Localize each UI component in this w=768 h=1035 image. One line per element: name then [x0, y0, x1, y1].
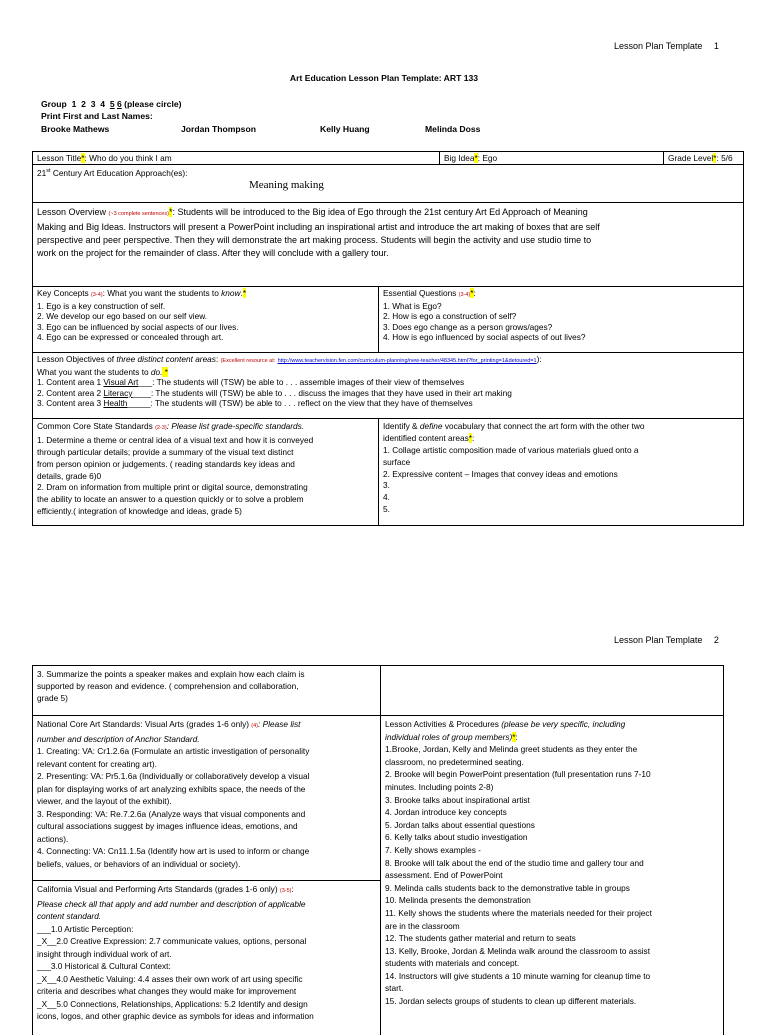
activity-line: 12. The students gather material and return to seats: [385, 932, 719, 945]
activity-line: minutes. Including points 2-8): [385, 781, 719, 794]
key-concepts-prompt-italic: know: [221, 288, 240, 298]
print-names-label: Print First and Last Names:: [41, 111, 153, 122]
key-concept-item: 4. Ego can be expressed or concealed through art.: [37, 332, 374, 342]
group-1: 1: [72, 99, 77, 109]
objective-text: _____: The students will (TSW) be able to . . . reflect on the view that they have of themselves: [127, 398, 472, 408]
essential-questions-cell: [379, 287, 744, 353]
ncas-line: relevant content for creating art).: [37, 758, 376, 771]
activity-line: classroom, no predetermined seating.: [385, 756, 719, 769]
group-4: 4: [100, 99, 105, 109]
objectives-label-post: :: [216, 354, 221, 364]
cvpas-line: insight through individual work of art.: [37, 948, 376, 961]
objective-text: ____: The students will (TSW) be able to . . . discuss the images that they have used in their art making: [132, 388, 511, 398]
vocab-heading-2: identified content areas*:: [383, 433, 739, 445]
lesson-plan-table-p1: [32, 151, 744, 526]
vocab-label-italic: define: [420, 421, 443, 431]
big-idea-label: Big Idea: [444, 153, 474, 163]
ccss-line: 2. Dram on information from multiple print or digital source, demonstrating: [37, 482, 374, 494]
key-concepts-cell: [33, 287, 379, 353]
group-2: 2: [81, 99, 86, 109]
objectives-heading: [37, 354, 739, 366]
objectives-label: Lesson Objectives of: [37, 354, 116, 364]
lesson-title-label: Lesson Title: [37, 153, 81, 163]
overview-cell: [33, 203, 744, 287]
ccss-cell: [33, 419, 379, 526]
approach-value: Meaning making: [37, 180, 739, 190]
essential-questions-label: Essential Questions: [383, 288, 456, 298]
approach-cell: [33, 165, 744, 203]
objectives-prompt-italic: do.: [151, 367, 163, 377]
ncas-line: cultural associations suggest by images influence ideas, emotions, and: [37, 820, 376, 833]
activity-line: 11. Kelly shows the students where the materials needed for their project: [385, 907, 719, 920]
activity-line: 15. Jordan selects groups of students to clean up different materials.: [385, 995, 719, 1008]
running-header-text: Lesson Plan Template: [614, 635, 702, 645]
cvpas-line: _X__5.0 Connections, Relationships, Applications: 5.2 Identify and design: [37, 998, 376, 1011]
activity-line: 6. Kelly talks about studio investigation: [385, 831, 719, 844]
required-star: *: [470, 288, 473, 298]
ncas-note: (4): [251, 723, 258, 729]
cvpas-colon: :: [292, 884, 294, 894]
activity-line: 5. Jordan talks about essential questions: [385, 819, 719, 832]
objective-text: ___: The students will (TSW) be able to . . . assemble images of their view of themselves: [138, 377, 464, 387]
ncas-prompt: : Please list: [258, 719, 300, 729]
ncas-line: 2. Presenting: VA: Pr5.1.6a (Individually or collaboratively develop a visual: [37, 770, 376, 783]
name-4: Melinda Doss: [425, 124, 480, 135]
group-6: 6: [117, 99, 122, 109]
content-area: Visual Art: [103, 377, 138, 387]
vocab-item: 5.: [383, 504, 739, 516]
activity-line: 1.Brooke, Jordan, Kelly and Melinda greet students as they enter the: [385, 743, 719, 756]
activity-line: 4. Jordan introduce key concepts: [385, 806, 719, 819]
cvpas-line: _X__2.0 Creative Expression: 2.7 communicate values, options, personal: [37, 935, 376, 948]
ccss-line: 3. Summarize the points a speaker makes and explain how each claim is: [37, 668, 376, 680]
essential-question-item: 4. How is ego influenced by social aspects of out lives?: [383, 332, 739, 342]
vocab-item: 4.: [383, 492, 739, 504]
ccss-label: Common Core State Standards: [37, 421, 153, 431]
approach-label-post: Century Art Education Approach(es):: [51, 168, 188, 178]
cvpas-line: icons, logos, and other graphic device as symbols for ideas and information: [37, 1010, 376, 1023]
ccss-heading: [37, 421, 374, 435]
objectives-note: (Excellent resource at:: [221, 358, 276, 364]
cvpas-prompt: content standard.: [37, 910, 376, 923]
cvpas-label: California Visual and Performing Arts Standards (grades 1-6 only): [37, 884, 280, 894]
key-concept-item: 1. Ego is a key construction of self.: [37, 301, 374, 311]
activity-line: 3. Brooke talks about inspirational artist: [385, 794, 719, 807]
objectives-cell: [33, 353, 744, 419]
cvpas-prompt: Please check all that apply and add number and description of applicable: [37, 898, 376, 911]
overview-line-3: perspective and peer perspective. Then they will demonstrate the art making process. Students will begin the activity and use studio time to: [37, 234, 739, 247]
overview-line-2: Making and Big Ideas. Instructors will present a PowerPoint including an inspirational artist and introduce the art making of boxes that are self: [37, 221, 739, 234]
required-star: *: [81, 153, 84, 163]
cvpas-line: criteria and describes what changes they would make for improvement: [37, 985, 376, 998]
cvpas-line: _X__4.0 Aesthetic Valuing: 4.4 asses their own work of art using specific: [37, 973, 376, 986]
objective-prefix: 2. Content area 2: [37, 388, 103, 398]
vocab-item: 2. Expressive content – Images that convey ideas and emotions: [383, 469, 739, 481]
ccss-continued-cell: [33, 666, 381, 716]
key-concept-item: 3. Ego can be influenced by social aspects of our lives.: [37, 322, 374, 332]
ccss-note: (2-3): [155, 425, 167, 431]
ncas-heading: [37, 718, 376, 733]
name-1: Brooke Mathews: [41, 124, 109, 135]
key-concepts-heading: Key Concepts (3-4): What you want the students to know.*: [37, 288, 374, 300]
activity-line: students with materials and concept.: [385, 957, 719, 970]
ccss-line: supported by reason and evidence. ( comprehension and collaboration,: [37, 680, 376, 692]
ccss-line: details, grade 6)0: [37, 471, 374, 483]
ccss-line: the ability to locate an answer to a question quickly or to solve a problem: [37, 494, 374, 506]
essential-questions-heading: Essential Questions (3-4)*:: [383, 288, 739, 300]
key-concepts-prompt: : What you want the students to: [103, 288, 222, 298]
ccss-prompt: : Please list grade-specific standards.: [167, 421, 304, 431]
vocab-label-line2: identified content areas: [383, 433, 469, 443]
lesson-plan-table-p2: [32, 665, 724, 1035]
approach-label-pre: 21: [37, 168, 46, 178]
group-5: 5: [110, 99, 115, 109]
essential-question-item: 1. What is Ego?: [383, 301, 739, 311]
essential-questions-note: (3-4): [459, 292, 471, 298]
objectives-prompt: [37, 367, 739, 377]
activities-heading: [385, 718, 719, 731]
objective-row: [37, 377, 739, 387]
vocab-item: 3.: [383, 480, 739, 492]
required-star: *: [512, 732, 515, 742]
ncas-line: plan for displaying works of art analyzing exhibits space, the needs of the: [37, 783, 376, 796]
page-number: 2: [714, 635, 719, 645]
ncas-prompt-2: number and description of Anchor Standard.: [37, 733, 376, 746]
activities-label: Lesson Activities & Procedures: [385, 719, 501, 729]
activities-prompt-2: individual roles of group members): [385, 732, 512, 742]
objective-row: [37, 388, 739, 398]
activity-line: are in the classroom: [385, 920, 719, 933]
vocab-label-post: vocabulary that connect the art form with the other two: [443, 421, 645, 431]
objectives-label-italic: three distinct content areas: [116, 354, 216, 364]
key-concept-item: 2. We develop our ego based on our self view.: [37, 311, 374, 321]
ncas-line: 4. Connecting: VA: Cn11.1.5a (Identify how art is used to inform or change: [37, 845, 376, 858]
cvpas-block: [33, 881, 380, 1035]
activities-heading-2: individual roles of group members)*:: [385, 731, 719, 744]
document-title: Art Education Lesson Plan Template: ART 133: [0, 73, 768, 84]
overview-note: (~3 complete sentences): [109, 211, 169, 217]
activity-line: 9. Melinda calls students back to the demonstrative table in groups: [385, 882, 719, 895]
group-line: [41, 99, 181, 110]
grade-level-label: Grade Level: [668, 153, 713, 163]
activity-line: 14. Instructors will give students a 10 minute warning for cleanup time to: [385, 970, 719, 983]
ccss-line: from person opinion or judgements. ( reading standards key ideas and: [37, 459, 374, 471]
objectives-note-end: ):: [537, 354, 542, 364]
ncas-line: actions).: [37, 833, 376, 846]
ncas-line: 1. Creating: VA: Cr1.2.6a (Formulate an artistic investigation of personality: [37, 745, 376, 758]
required-star: *: [713, 153, 716, 163]
key-concepts-label: Key Concepts: [37, 288, 89, 298]
cvpas-line: ___3.0 Historical & Cultural Context:: [37, 960, 376, 973]
vocab-item: surface: [383, 457, 739, 469]
objectives-prompt-text: What you want the students to: [37, 367, 151, 377]
lesson-title-cell: [33, 152, 440, 165]
resource-link[interactable]: http://www.teachervision.fen.com/curriculum-planning/new-teacher/48345.html?for_printing=1&detoured=1: [278, 358, 537, 364]
essential-question-item: 3. Does ego change as a person grows/ages?: [383, 322, 739, 332]
vocab-cell: [379, 419, 744, 526]
overview-line-4: work on the project for the remainder of class. After they will conclude with a gallery tour.: [37, 247, 739, 260]
ccss-line: 1. Determine a theme or central idea of a visual text and how it is conveyed: [37, 435, 374, 447]
overview-text: : Students will be introduced to the Big idea of Ego through the 21st century Art Ed Approach of Meaning: [172, 207, 587, 217]
objective-prefix: 3. Content area 3: [37, 398, 103, 408]
objective-prefix: 1. Content area 1: [37, 377, 103, 387]
cvpas-line: ___1.0 Artistic Perception:: [37, 923, 376, 936]
activity-line: start.: [385, 982, 719, 995]
overview-label: Lesson Overview: [37, 207, 106, 217]
required-star: *: [169, 207, 173, 217]
page-number: 1: [714, 41, 719, 51]
essential-question-item: 2. How is ego a construction of self?: [383, 311, 739, 321]
big-idea-value: : Ego: [478, 153, 497, 163]
activities-cell: [381, 716, 724, 1035]
vocab-heading: [383, 421, 739, 433]
approach-label: [37, 166, 739, 178]
content-area: Literacy: [103, 388, 132, 398]
standards-column: [33, 716, 381, 1035]
cvpas-heading: [37, 883, 376, 898]
name-3: Kelly Huang: [320, 124, 370, 135]
ncas-line: viewer, and the layout of the exhibit).: [37, 795, 376, 808]
objective-row: [37, 398, 739, 408]
overview-line-1: [37, 206, 739, 221]
activity-line: 7. Kelly shows examples -: [385, 844, 719, 857]
big-idea-cell: [440, 152, 664, 165]
activity-line: 10. Melinda presents the demonstration: [385, 894, 719, 907]
activity-line: assessment. End of PowerPoint: [385, 869, 719, 882]
ccss-line: through particular details; provide a summary of the visual text distinct: [37, 447, 374, 459]
vocab-label: Identify &: [383, 421, 420, 431]
ccss-line: efficiently.( integration of knowledge and ideas, grade 5): [37, 506, 374, 518]
activity-line: 8. Brooke will talk about the end of the studio time and gallery tour and: [385, 857, 719, 870]
activities-prompt: (please be very specific, including: [501, 719, 625, 729]
required-star: *: [243, 288, 246, 298]
cvpas-note: (3-5): [280, 888, 292, 894]
required-star: *: [469, 433, 472, 443]
ncas-block: [33, 716, 380, 881]
ccss-line: grade 5): [37, 692, 376, 704]
running-header-p1: [614, 41, 719, 52]
grade-level-value: : 5/6: [716, 153, 732, 163]
content-area: Health: [103, 398, 127, 408]
required-star: *: [162, 367, 168, 377]
activity-line: 2. Brooke will begin PowerPoint presentation (full presentation runs 7-10: [385, 768, 719, 781]
vocab-continued-cell: [381, 666, 724, 716]
group-3: 3: [91, 99, 96, 109]
ncas-label: National Core Art Standards: Visual Arts (grades 1-6 only): [37, 719, 251, 729]
running-header-text: Lesson Plan Template: [614, 41, 702, 51]
lesson-title-value: : Who do you think I am: [85, 153, 172, 163]
required-star: *: [474, 153, 477, 163]
key-concepts-note: (3-4): [91, 292, 103, 298]
group-label: Group: [41, 99, 67, 109]
activity-line: 13. Kelly, Brooke, Jordan & Melinda walk around the classroom to assist: [385, 945, 719, 958]
ncas-line: beliefs, values, or behaviors of an individual or society).: [37, 858, 376, 871]
grade-level-cell: [664, 152, 744, 165]
name-2: Jordan Thompson: [181, 124, 256, 135]
vocab-item: 1. Collage artistic composition made of various materials glued onto a: [383, 445, 739, 457]
ncas-line: 3. Responding: VA: Re.7.2.6a (Analyze ways that visual components and: [37, 808, 376, 821]
group-note: (please circle): [124, 99, 181, 109]
running-header-p2: [614, 635, 719, 646]
approach-label-sup: st: [46, 168, 50, 174]
